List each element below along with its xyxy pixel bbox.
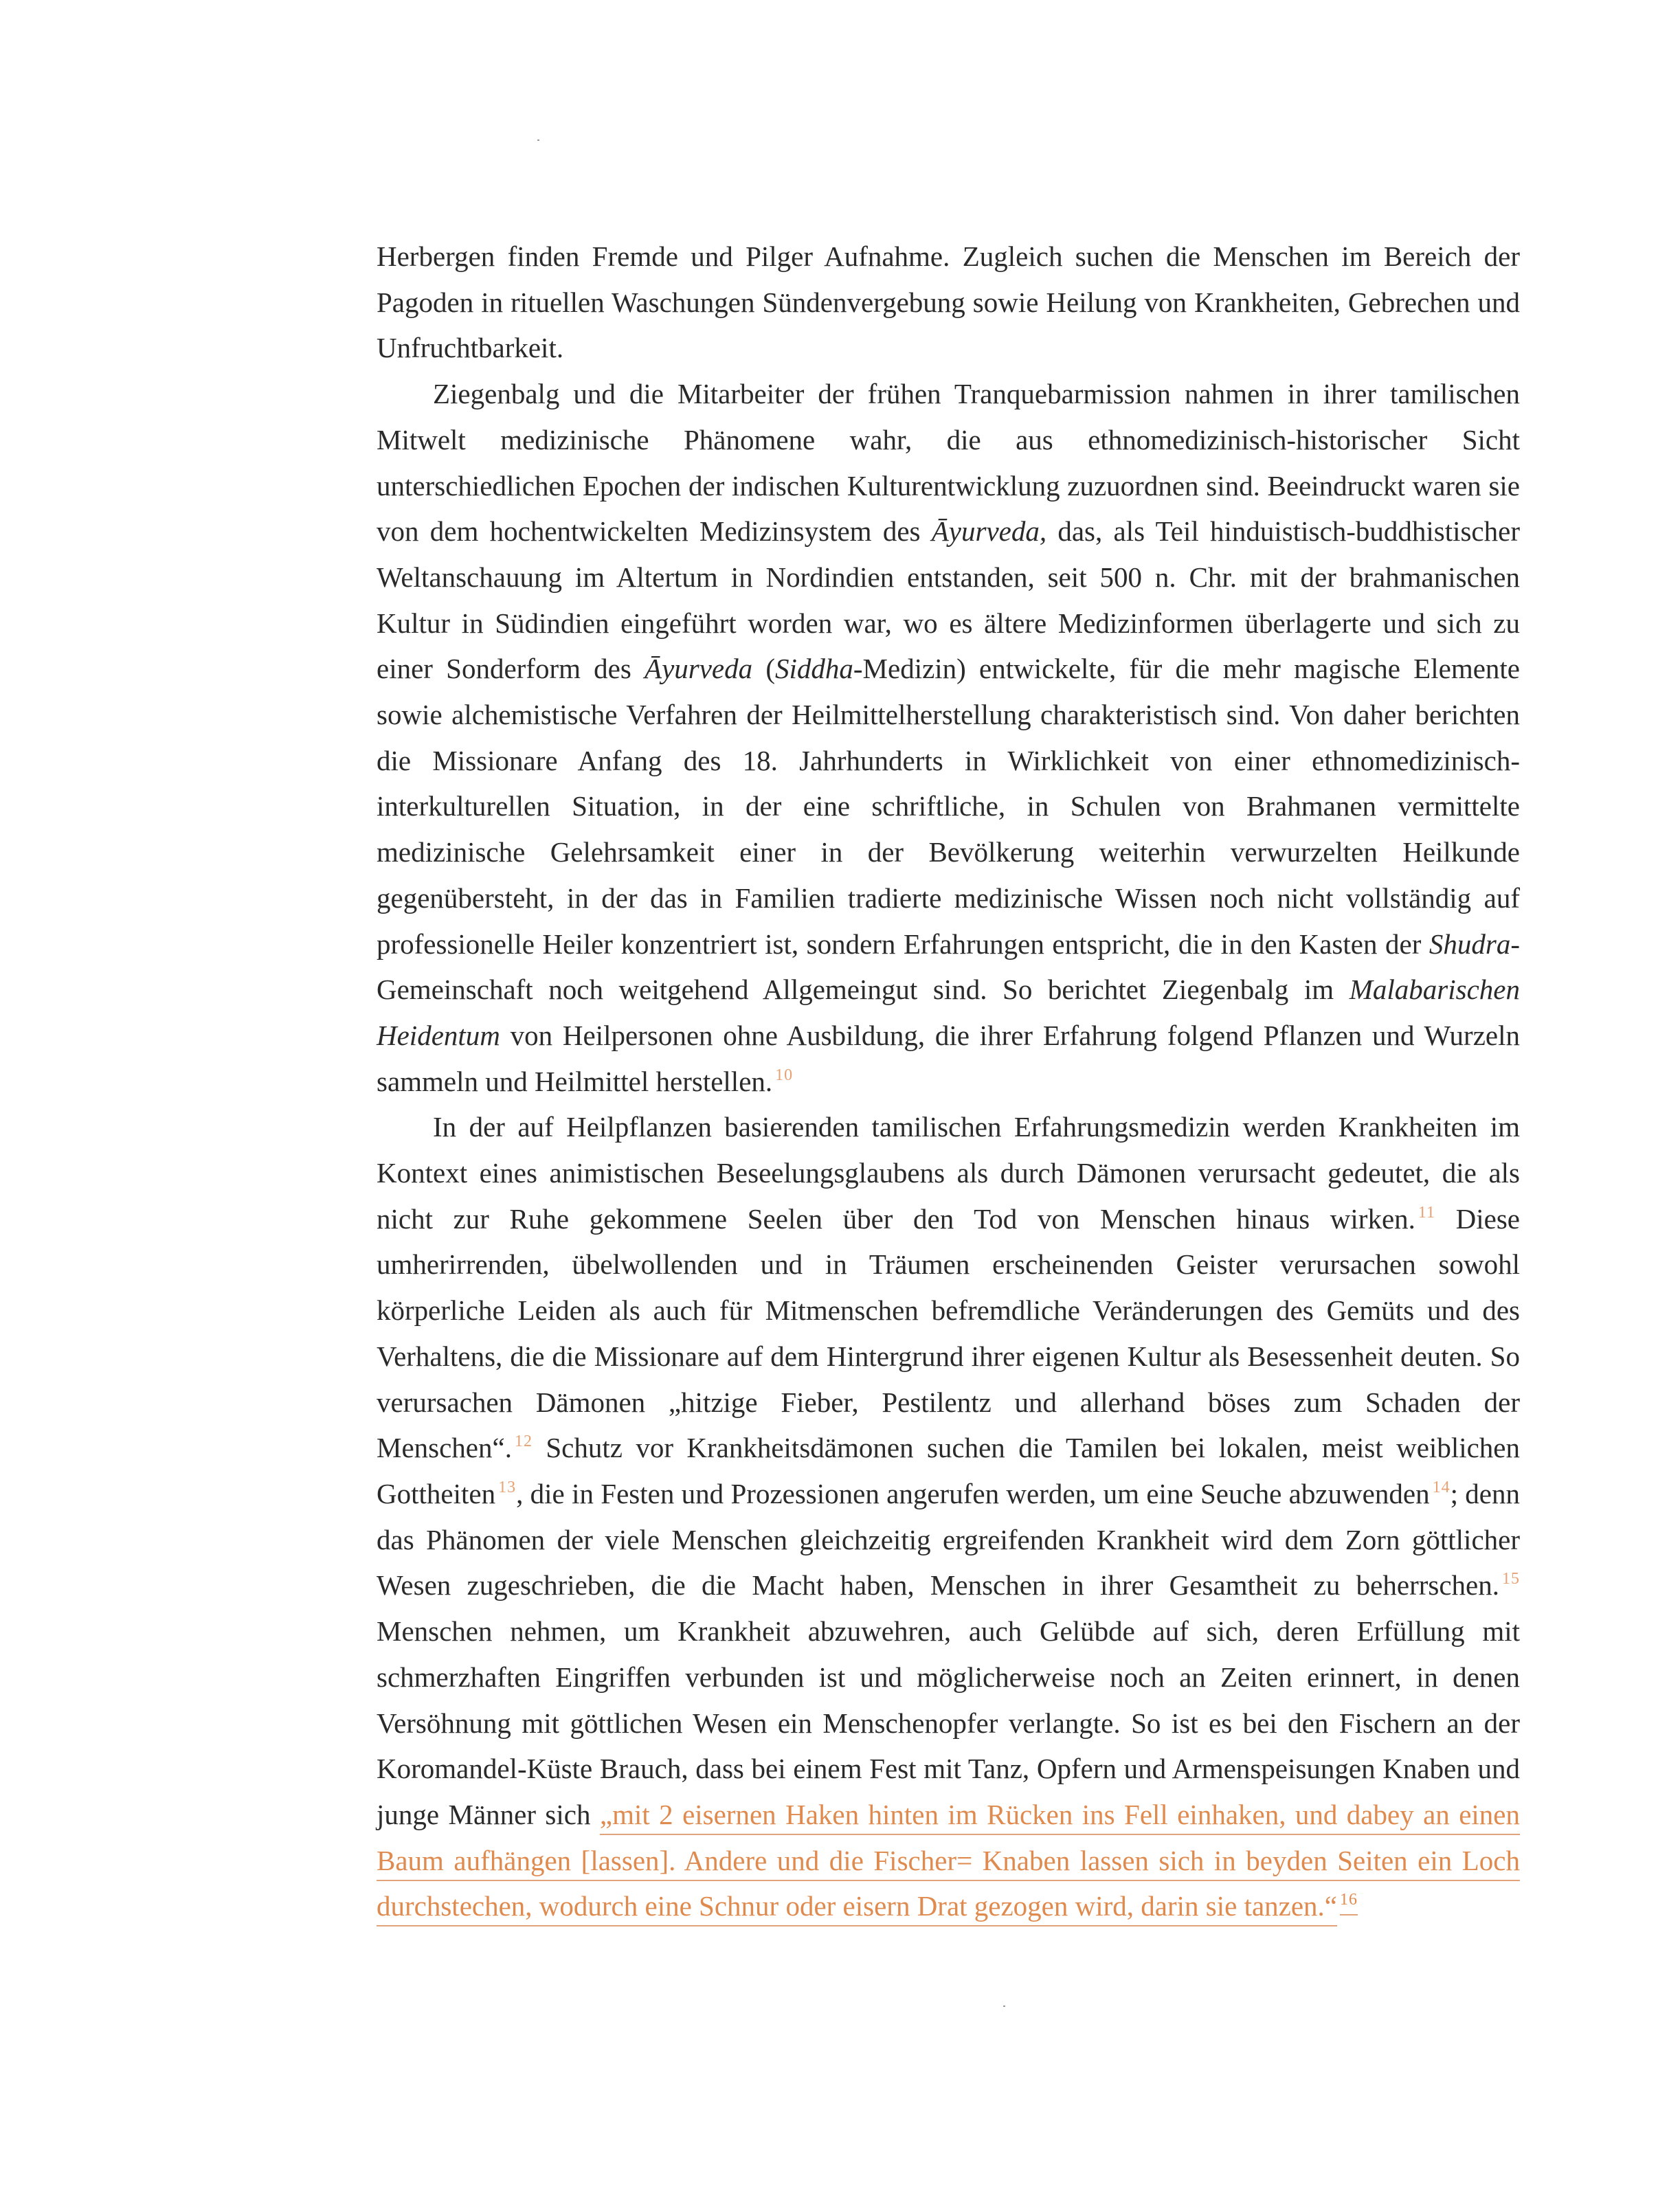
footnote-marker: 12 <box>514 1432 533 1451</box>
footnote-marker: 11 <box>1418 1203 1436 1222</box>
paragraph <box>377 371 1520 1104</box>
body-text <box>377 234 1520 1929</box>
text-run: Ziegenbalg und die Mitarbeiter der frühen Tranquebarmission nahmen in ihrer tamilischen Mitwelt medizinische Phänomene wahr, die aus ethnomedizinisch-historischer Sicht unterschiedlichen Epochen der indischen Kulturentwicklung zuzuordnen sind. Beeindruckt waren sie von dem hochentwickelten Medizinsystem des <box>377 378 1520 548</box>
italic-term: Āyurveda, <box>931 515 1047 548</box>
footnote-marker: 10 <box>775 1066 794 1084</box>
text-run: das, als Teil hinduistisch-buddhistischer Weltanschauung im Altertum in Nordindien entstanden, seit 500 n. Chr. mit der brahmanischen Kultur in Südindien eingeführt worden war, wo es ältere Medizinformen überlagerte und sich zu einer Sonderform des <box>377 515 1520 685</box>
highlighted-quote: „mit 2 eisernen Haken hinten im Rücken ins Fell einhaken, und dabey an einen Baum aufhängen [lassen]. Andere und die Fischer= Knaben lassen sich in beyden Seiten ein Loch durchstechen, wodurch eine Schnur oder eisern Drat gezogen wird, darin sie tanzen.“ <box>377 1798 1521 1922</box>
italic-term: Āyurveda <box>645 653 753 685</box>
footnote-marker: 14 <box>1432 1478 1451 1496</box>
text-run: ( <box>752 653 775 685</box>
footnote-marker: 13 <box>498 1478 517 1496</box>
text-run: -Medizin) entwickelte, für die mehr magische Elemente sowie alchemistische Verfahren der Heilmittelherstellung charakteristisch sind. Von daher berichten die Missionare Anfang des 18. Jahrhunderts in Wirklichkeit von einer ethnomedizinisch-interkulturellen Situation, in der eine schriftliche, in Schulen von Brahmanen vermittelte medizinische Gelehrsamkeit einer in der Bevölkerung weiterhin verwurzelten Heilkunde gegenübersteht, in der das in Familien tradierte medizinische Wissen noch nicht vollständig auf professionelle Heiler konzentriert ist, sondern Erfahrungen entspricht, die in den Kasten der <box>377 653 1520 960</box>
text-run: -Gemeinschaft noch weitgehend Allgemeingut sind. So berichtet Ziegenbalg im <box>377 928 1520 1006</box>
text-run: Diese umherirrenden, übelwollenden und in Träumen erscheinenden Geister verursachen sowohl körperliche Leiden als auch für Mitmenschen befremdliche Veränderungen des Gemüts und des Verhaltens, die die Missionare auf dem Hintergrund ihrer eigenen Kultur als Besessenheit deuten. So verursachen Dämonen „hitzige Fieber, Pestilentz und allerhand böses zum Schaden der Menschen“. <box>377 1202 1520 1464</box>
footnote-marker: 15 <box>1502 1570 1520 1588</box>
italic-term: Siddha <box>774 653 853 685</box>
italic-term: Shudra <box>1429 928 1511 960</box>
text-run: In der auf Heilpflanzen basierenden tamilischen Erfahrungsmedizin werden Krankheiten im Kontext eines animistischen Beseelungsglaubens als durch Dämonen verursacht gedeutet, die als nicht zur Ruhe gekommene Seelen über den Tod von Menschen hinaus wirken. <box>377 1111 1520 1235</box>
scan-speck-top <box>537 139 539 141</box>
text-run: Menschen nehmen, um Krankheit abzuwehren, auch Gelübde auf sich, deren Erfüllung mit schmerzhaften Eingriffen verbunden ist und möglicherweise noch an Zeiten erinnert, in denen Versöhnung mit göttlichen Wesen ein Menschenopfer verlangte. So ist es bei den Fischern an der Koromandel-Küste Brauch, dass bei einem Fest mit Tanz, Opfern und Armenspeisungen Knaben und junge Männer sich <box>377 1615 1520 1830</box>
text-run: Schutz vor Krankheitsdämonen suchen die Tamilen bei lokalen, meist weiblichen Gottheiten <box>377 1432 1520 1509</box>
scan-speck-bottom <box>1003 2005 1005 2007</box>
paragraph <box>377 234 1520 371</box>
italic-term: Malabarischen Heidentum <box>377 974 1520 1051</box>
text-run: von Heilpersonen ohne Ausbildung, die ihrer Erfahrung folgend Pflanzen und Wurzeln sammeln und Heilmittel herstellen. <box>377 1019 1520 1097</box>
text-run: ; denn das Phänomen der viele Menschen gleichzeitig ergreifenden Krankheit wird dem Zorn göttlicher Wesen zugeschrieben, die die Macht haben, Menschen in ihrer Gesamtheit zu beherrschen. <box>377 1477 1521 1602</box>
text-run: , die in Festen und Prozessionen angerufen werden, um eine Seuche abzuwenden <box>516 1477 1430 1509</box>
footnote-marker: 16 <box>1340 1891 1358 1909</box>
text-run: Herbergen finden Fremde und Pilger Aufnahme. Zugleich suchen die Menschen im Bereich der Pagoden in rituellen Waschungen Sündenvergebung sowie Heilung von Krankheiten, Gebrechen und Unfruchtbarkeit. <box>377 240 1520 364</box>
paragraph <box>377 1104 1520 1929</box>
